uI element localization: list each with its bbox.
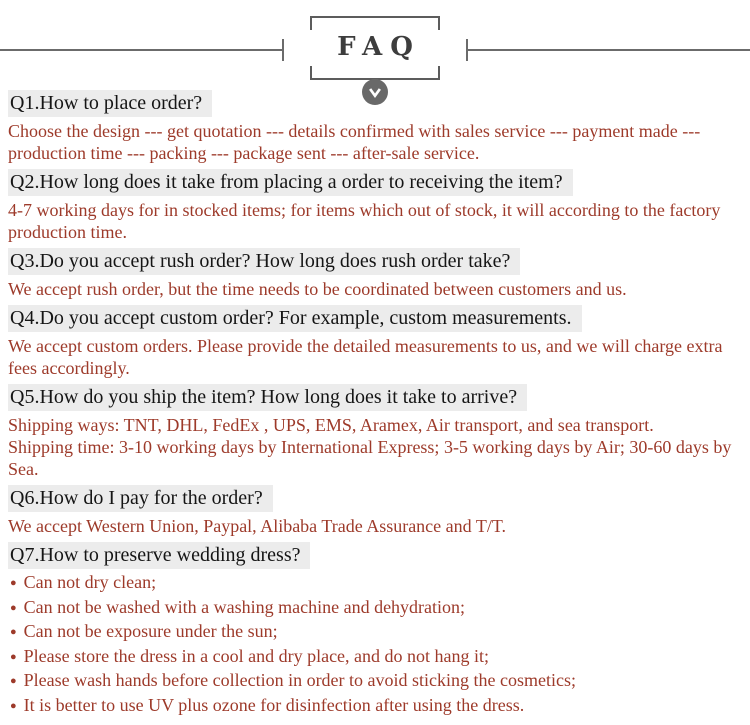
bullet-text: It is better to use UV plus ozone for disinfection after using the dress. (23, 694, 525, 715)
answer-text: Shipping ways: TNT, DHL, FedEx , UPS, EMS, Aramex, Air transport, and sea transport. (8, 415, 654, 435)
bullet-text: Can not be washed with a washing machine and dehydration; (23, 596, 466, 617)
faq-item-q6 (8, 485, 742, 537)
question-row (8, 384, 742, 411)
bullet-text: Please wash hands before collection in order to avoid sticking the cosmetics; (23, 670, 577, 690)
answer-block (8, 199, 742, 243)
answer-block (8, 414, 742, 480)
faq-item-q4 (8, 305, 742, 379)
answer-block (8, 335, 742, 379)
bullet-icon: ● (10, 675, 17, 687)
bullet-icon: ● (10, 650, 17, 663)
question-row (8, 169, 742, 196)
care-instruction-list (8, 572, 742, 719)
question-highlight: Q5.How do you ship the item? How long does it take to arrive? (8, 384, 527, 411)
bullet-text: Can not dry clean; (23, 572, 157, 592)
question-highlight: Q2.How long does it take from placing a order to receiving the item? (8, 169, 573, 196)
faq-title-box (310, 16, 440, 80)
chevron-circle-badge (362, 79, 388, 105)
list-item (8, 597, 742, 622)
question-highlight: Q3.Do you accept rush order? How long does rush order take? (8, 248, 520, 275)
answer-text: We accept rush order, but the time needs to be coordinated between customers and us. (8, 279, 627, 299)
answer-text: We accept custom orders. Please provide the detailed measurements to us, and we will charge extra fees accordingly. (8, 336, 723, 378)
question-row (8, 305, 742, 332)
bullet-icon: ● (10, 577, 17, 589)
answer-text: 4-7 working days for in stocked items; for items which out of stock, it will according to the factory production time. (8, 200, 721, 242)
answer-text: Choose the design --- get quotation --- details confirmed with sales service --- payment made --- production time --- packing --- package sent --- after-sale service. (8, 121, 701, 163)
bullet-icon: ● (10, 601, 17, 614)
question-highlight: Q1.How to place order? (8, 90, 212, 117)
header-line-left (0, 49, 283, 51)
answer-text: We accept Western Union, Paypal, Alibaba Trade Assurance and T/T. (8, 516, 506, 536)
page-title: FAQ (337, 31, 421, 62)
bullet-icon: ● (10, 699, 17, 712)
bullet-text: Please store the dress in a cool and dry place, and do not hang it; (23, 645, 490, 666)
list-item (8, 621, 742, 646)
answer-block (8, 278, 742, 300)
faq-list (0, 90, 750, 719)
list-item (8, 670, 742, 695)
list-item (8, 646, 742, 671)
bullet-icon: ● (10, 626, 17, 638)
header-tick-left (282, 39, 284, 61)
answer-block (8, 515, 742, 537)
header-line-right (467, 49, 750, 51)
question-highlight: Q4.Do you accept custom order? For example, custom measurements. (8, 305, 582, 332)
faq-item-q3 (8, 248, 742, 300)
faq-item-q5 (8, 384, 742, 480)
question-row (8, 248, 742, 275)
title-box-bottom-border (310, 66, 440, 80)
list-item (8, 572, 742, 597)
answer-block (8, 120, 742, 164)
bullet-text: Can not be exposure under the sun; (23, 621, 278, 641)
list-item (8, 695, 742, 720)
question-highlight: Q6.How do I pay for the order? (8, 485, 273, 512)
title-box-top-border (310, 16, 440, 30)
faq-header (0, 0, 750, 85)
faq-item-q7 (8, 542, 742, 719)
question-row (8, 485, 742, 512)
faq-item-q2 (8, 169, 742, 243)
question-highlight: Q7.How to preserve wedding dress? (8, 542, 310, 569)
chevron-down-icon (366, 83, 384, 101)
question-row (8, 542, 742, 569)
answer-text: Shipping time: 3-10 working days by International Express; 3-5 working days by Air; 30-60 days by Sea. (8, 437, 732, 479)
